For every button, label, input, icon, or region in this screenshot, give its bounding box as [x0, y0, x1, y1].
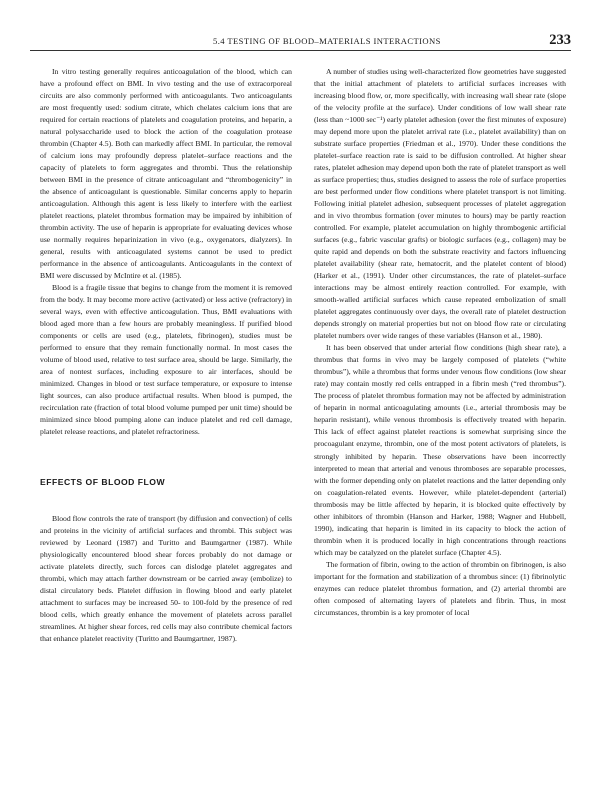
running-title: 5.4 TESTING OF BLOOD–MATERIALS INTERACTIONS [213, 36, 441, 46]
page-number: 233 [549, 32, 571, 48]
running-header [30, 34, 571, 50]
paragraph-blood-flow: Blood flow controls the rate of transport (by diffusion and convection) of cells and proteins in the vicinity of artificial surfaces and thrombi. This subject was reviewed by Leonard (1987) and Turitto and Baumgartner (1987). While physiologically encountered blood shear forces probably do not damage or activate platelets directly, such forces can dislodge platelet aggregates and thrombi, which may attach farther downstream or be carried away (embolize) to distal circulatory beds. Platelet diffusion in flowing blood and early platelet attachment to surfaces may be increased 50- to 100-fold by the presence of red blood cells, which greatly enhance the movement of platelets across parallel streamlines. At higher shear forces, red cells may also contribute chemical factors that enhance platelet reactivity (Turitto and Baumgartner, 1987). [40, 513, 292, 643]
paragraph-arterial-venous: It has been observed that under arterial flow conditions (high shear rate), a thrombus that forms in vivo may be largely composed of platelets (“white thrombus”), while a thrombus that forms under venous flow conditions (low shear rate) may contain mostly red cells entrapped in a fibrin mesh (“red thrombus”). The process of platelet thrombus formation may not be affected by administration of heparin in normal anticoagulating amounts (i.e., arterial thrombosis may be heparin resistant), while venous thrombosis is effectively treated with heparin. This lack of effect against platelet reactions is somewhat surprising since the procoagulant enzyme, thrombin, one of the most potent activators of platelets, is strongly inhibited by heparin. These observations have been incorrectly interpreted to mean that arterial and venous thromboses are separable processes, with the former depending only on platelet reactions and the latter depending only on coagulation-related events. However, while platelet-dependent (arterial) thrombosis may be little affected by heparin, it is blocked quite effectively by other inhibitors of thrombin (Hanson and Harker, 1988; Wagner and Hubbell, 1990), indicating that heparin is limited in its capacity to block the action of thrombin when it is produced locally in high concentrations through reactions which may be catalyzed on the platelet surface (Chapter 4.5). [314, 343, 566, 557]
paragraph-blood-fragility: Blood is a fragile tissue that begins to change from the moment it is removed from the body. It may become more active (activated) or less active (refractory) in several ways, even with effective anticoagulation. Thus, BMI evaluations with blood aged more than a few hours are probably meaningless. If purified blood components or cells are used (e.g., platelets, fibrinogen), studies must be performed to ensure that they remain functionally normal. In most cases the volume of blood used, relative to test surface area, should be large. Similarly, the area of nontest surfaces, including exposure to air interfaces, should be minimized. Changes in blood or test surface temperature, or exposure to intense light sources, can also produce artifactual results. When blood is pumped, the recirculation rate (fraction of total blood volume pumped per unit time) should be minimized since blood pumping alone can induce platelet and red cell damage, platelet release reactions, and platelet refractoriness. [40, 283, 292, 437]
paragraph-fibrin: The formation of fibrin, owing to the action of thrombin on fibrinogen, is also important for the formation and stabilization of a thrombus since: (1) fibrinolytic enzymes can reduce platelet thrombus formation, and (2) arterial thrombi are often composed of alternating layers of platelets and fibrin. Thus, in most circumstances, thrombin is a key promoter of local [314, 559, 566, 617]
left-column [40, 66, 292, 645]
paragraph-anticoagulation: In vitro testing generally requires anticoagulation of the blood, which can have a profound effect on BMI. In vivo testing and the use of extracorporeal circuits are also commonly performed with anticoagulants. Two anticoagulants are most frequently used: sodium citrate, which chelates calcium ions that are required for certain reactions of platelets and coagulation proteins, and heparin, a natural polysaccharide used to block the action of the coagulation protease thrombin (Chapter 4.5). Both can markedly affect BMI. In particular, the removal of calcium ions may profoundly depress platelet–surface reactions and the capacity of platelets to form aggregates and thrombi. Thus the relationship between BMI in the presence of citrate anticoagulant and “thrombogenicity” in the absence of anticoagulant is questionable. Similar concerns apply to heparin anticoagulation. Although this agent is less likely to interfere with the earliest platelet reactions, platelet thrombus formation may be impaired by inhibition of thrombin activity. The use of heparin is appropriate for evaluating devices whose use normally requires heparinization in vivo (e.g., oxygenators, dialyzers). In general, results with anticoagulated systems cannot be used to predict performance in the absence of anticoagulants. Anticoagulants in the context of BMI were discussed by McIntire et al. (1985). [40, 67, 292, 281]
section-heading: EFFECTS OF BLOOD FLOW [40, 477, 166, 488]
right-column [314, 66, 566, 619]
header-rule [30, 50, 571, 51]
paragraph-flow-geometries: A number of studies using well-characterized flow geometries have suggested that the initial attachment of platelets to artificial surfaces increases with increasing blood flow, or, more specifically, with increasing wall shear rate (slope of the velocity profile at the surface). Under conditions of low wall shear rate (less than ~1000 sec⁻¹) early platelet adhesion (over the first minutes of exposure) may depend more upon the platelet arrival rate (i.e., platelet availability) than on substrate surface properties (Friedman et al., 1970). Under these conditions the platelet–surface reaction rate is said to be diffusion controlled. At higher shear rates, platelet adhesion may depend upon both the rate of platelet transport as well as surface properties; thus, studies designed to assess the role of surface properties are best performed under flow conditions where platelet transport is not limiting. Following initial platelet adhesion, subsequent processes of platelet aggregation and in vivo thrombus formation (over minutes to hours) may be partly reaction controlled. For example, platelet accumulation on highly thrombogenic artificial surfaces (e.g., fabric vascular grafts) or biologic surfaces (e.g., collagen) may be quite rapid and depends on both the substrate reactivity and factors influencing platelet availability (shear rate, hematocrit, and the platelet content of blood) (Harker et al., (1991). Under other circumstances, the rate of platelet–surface interactions may be almost entirely reaction controlled. For example, with smooth-walled artificial surfaces which cause repeated embolization of small platelet aggregates continuously over days, the overall rate of platelet destruction depends strongly on material properties but not on blood flow rate or circulating platelet numbers over wide ranges of these variables (Hanson et al., 1980). [314, 67, 566, 341]
